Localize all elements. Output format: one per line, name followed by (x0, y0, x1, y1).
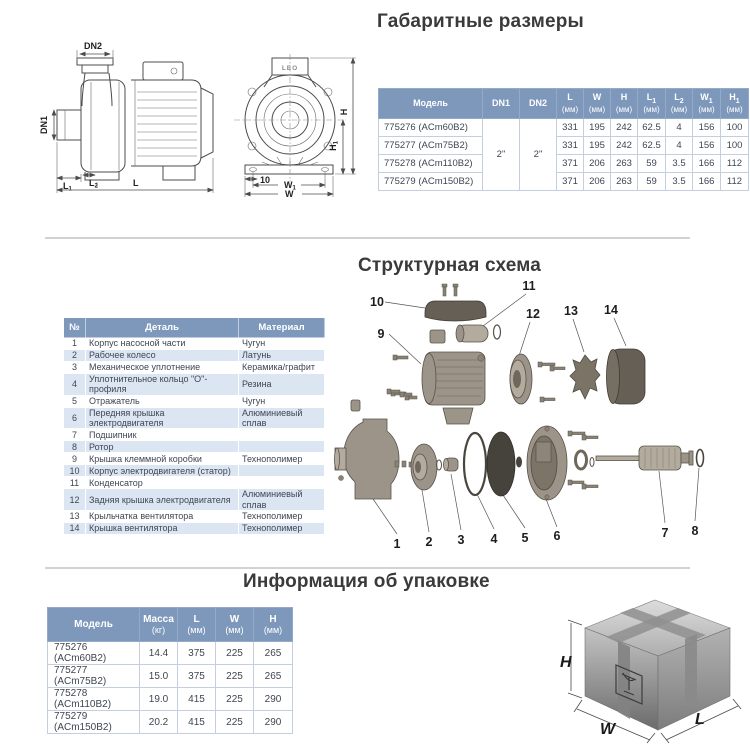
cell: 263 (611, 155, 638, 173)
cell: 59 (638, 173, 666, 191)
part-small-fasteners (395, 461, 412, 467)
callout-2: 2 (425, 535, 433, 549)
part-cell: Рабочее колесо (86, 350, 239, 362)
material-cell (239, 429, 325, 441)
num-cell: 4 (64, 374, 86, 396)
num-cell: 9 (64, 453, 86, 465)
material-cell: Резина (239, 374, 325, 396)
dim-col-dn1: DN1 (483, 89, 520, 119)
cell: 156 (693, 119, 721, 137)
pack-model-cell: 775279 (ACm150B2) (48, 711, 140, 734)
part-cell: Механическое уплотнение (86, 362, 239, 374)
cell: 263 (611, 173, 638, 191)
part-stator (391, 352, 485, 424)
num-cell: 5 (64, 395, 86, 407)
cell: 331 (557, 119, 584, 137)
cell: 265 (254, 665, 293, 688)
box-h-label: H (560, 654, 572, 671)
callout-6: 6 (553, 529, 561, 543)
l-dim-label: L (133, 178, 139, 188)
pack-col-model: Модель (48, 608, 140, 642)
carton-box (585, 600, 730, 730)
table-row (379, 155, 749, 173)
cell: 3.5 (666, 173, 693, 191)
dim-col-l1: $L_1$ (мм) (638, 89, 666, 119)
pack-col-l: L (мм) (178, 608, 216, 642)
callout-8: 8 (691, 524, 699, 538)
material-cell: Керамика/графит (239, 362, 325, 374)
dim-col-h: H (мм) (611, 89, 638, 119)
material-cell: Технополимер (239, 511, 325, 523)
cell: 242 (611, 137, 638, 155)
table-row (64, 429, 325, 441)
cell: 156 (693, 137, 721, 155)
dim-col-w: W (мм) (584, 89, 611, 119)
pack-model-cell: 775278 (ACm110B2) (48, 688, 140, 711)
part-rear-motor-cover (510, 354, 565, 404)
front-dimension-lines (245, 58, 356, 199)
cell: 112 (721, 173, 749, 191)
cell: 15.0 (140, 665, 178, 688)
pump-front-view-drawing (222, 32, 382, 212)
table-row (48, 642, 293, 665)
table-row (64, 489, 325, 511)
material-cell: Технополимер (239, 523, 325, 535)
pump-side-outline (57, 58, 213, 180)
callout-10: 10 (370, 295, 384, 309)
table-row (379, 173, 749, 191)
part-cell: Уплотнительное кольцо "О"- профиля (86, 374, 239, 396)
pump-side-view-drawing (25, 30, 220, 220)
callout-14: 14 (604, 303, 618, 317)
part-mechanical-seal (444, 458, 459, 471)
num-cell: 14 (64, 523, 86, 535)
l2-dim-label: L2 (89, 178, 98, 190)
pack-col-h: H (мм) (254, 608, 293, 642)
cell: 206 (584, 173, 611, 191)
part-terminal-block (430, 330, 445, 343)
material-cell (239, 477, 325, 489)
pack-col-mass: Масса (кг) (140, 608, 178, 642)
part-capacitor (456, 325, 501, 342)
callout-leader-lines (371, 294, 699, 534)
parts-header-row (64, 318, 325, 338)
pack-header-row (48, 608, 293, 642)
cell: 195 (584, 137, 611, 155)
cell: 195 (584, 119, 611, 137)
callout-12: 12 (526, 307, 540, 321)
packaging-box-drawing (558, 592, 750, 744)
pump-front-outline (234, 54, 346, 182)
pack-model-cell: 775277 (ACm75B2) (48, 665, 140, 688)
part-pump-casing (335, 389, 413, 499)
cell: 166 (693, 155, 721, 173)
table-row (48, 688, 293, 711)
callout-3: 3 (457, 533, 465, 547)
dim-col-model: Модель (379, 89, 483, 119)
part-cell: Крыльчатка вентилятора (86, 511, 239, 523)
num-cell: 8 (64, 441, 86, 453)
h-dim-label: H (339, 108, 349, 116)
table-row (48, 665, 293, 688)
part-rotor (596, 446, 693, 470)
part-cell: Подшипник (86, 429, 239, 441)
cell: 415 (178, 688, 216, 711)
cell: 4 (666, 137, 693, 155)
table-row (64, 523, 325, 535)
material-cell: Латунь (239, 350, 325, 362)
cell: 290 (254, 711, 293, 734)
dim-model-cell: 775276 (ACm60B2) (379, 119, 483, 137)
parts-table (63, 317, 325, 535)
callout-11: 11 (522, 279, 536, 293)
material-cell: Алюминиевый сплав (239, 407, 325, 429)
num-cell: 13 (64, 511, 86, 523)
pack-model-cell: 775276 (ACm60B2) (48, 642, 140, 665)
parts-col-num: № (64, 318, 86, 338)
table-row (64, 338, 325, 350)
table-row (64, 453, 325, 465)
offset-10-label: 10 (260, 175, 271, 185)
parts-col-part: Деталь (86, 318, 239, 338)
part-cell: Корпус электродвигателя (статор) (86, 465, 239, 477)
section-title-packaging: Информация об упаковке (243, 571, 490, 592)
table-row (64, 441, 325, 453)
brand-logo: LEO (281, 65, 299, 72)
cell: 100 (721, 137, 749, 155)
parts-col-material: Материал (239, 318, 325, 338)
num-cell: 10 (64, 465, 86, 477)
pack-col-w: W (мм) (216, 608, 254, 642)
dn2-label: DN2 (84, 41, 103, 51)
dim-header-row (379, 89, 749, 119)
num-cell: 11 (64, 477, 86, 489)
callout-4: 4 (490, 532, 498, 546)
l1-dim-label: L1 (63, 181, 72, 193)
material-cell (239, 465, 325, 477)
dim-model-cell: 775278 (ACm110B2) (379, 155, 483, 173)
cell: 14.4 (140, 642, 178, 665)
cell: 19.0 (140, 688, 178, 711)
section-divider (45, 567, 690, 569)
table-row (64, 395, 325, 407)
exploded-callouts (370, 279, 698, 551)
part-impeller (411, 444, 437, 490)
cell: 3.5 (666, 155, 693, 173)
num-cell: 3 (64, 362, 86, 374)
table-row (64, 350, 325, 362)
callout-7: 7 (661, 526, 669, 540)
cell: 225 (216, 711, 254, 734)
dim-col-dn2: DN2 (520, 89, 557, 119)
part-reflector (487, 432, 522, 496)
w1-dim-label: W1 (284, 180, 296, 192)
box-l-label: L (695, 711, 705, 728)
num-cell: 1 (64, 338, 86, 350)
dimensions-table (378, 88, 749, 191)
table-row (64, 511, 325, 523)
part-cell: Ротор (86, 441, 239, 453)
part-cell: Передняя крышка электродвигателя (86, 407, 239, 429)
part-terminal-box-cover (425, 284, 486, 321)
cell: 375 (178, 665, 216, 688)
dim-col-w1: $W_1$ (мм) (693, 89, 721, 119)
packaging-table (47, 607, 293, 734)
cell: 225 (216, 688, 254, 711)
material-cell: Технополимер (239, 453, 325, 465)
part-cell: Конденсатор (86, 477, 239, 489)
dim-model-cell: 775277 (ACm75B2) (379, 137, 483, 155)
cell: 59 (638, 155, 666, 173)
dim-col-l: L (мм) (557, 89, 584, 119)
part-cell: Задняя крышка электродвигателя (86, 489, 239, 511)
cell: 62.5 (638, 137, 666, 155)
table-row (379, 119, 749, 137)
part-cell: Крышка вентилятора (86, 523, 239, 535)
dn2-value-cell: 2" (520, 119, 557, 191)
cell: 415 (178, 711, 216, 734)
exploded-view-diagram (333, 272, 733, 564)
dim-model-cell: 775279 (ACm150B2) (379, 173, 483, 191)
cell: 290 (254, 688, 293, 711)
part-cell: Отражатель (86, 395, 239, 407)
section-divider (45, 237, 690, 239)
cell: 225 (216, 642, 254, 665)
box-w-label: W (600, 721, 616, 738)
table-row (64, 374, 325, 396)
num-cell: 7 (64, 429, 86, 441)
dn1-value-cell: 2" (483, 119, 520, 191)
dim-col-l2: $L_2$ (мм) (666, 89, 693, 119)
table-row (64, 477, 325, 489)
part-bearing (576, 451, 595, 469)
num-cell: 2 (64, 350, 86, 362)
part-o-ring (464, 433, 486, 495)
part-cell: Крышка клеммной коробки (86, 453, 239, 465)
h1-dim-label: H1 (328, 141, 340, 151)
cell: 4 (666, 119, 693, 137)
cell: 20.2 (140, 711, 178, 734)
cell: 331 (557, 137, 584, 155)
dim-col-h1: $H_1$ (мм) (721, 89, 749, 119)
table-row (64, 465, 325, 477)
cell: 206 (584, 155, 611, 173)
part-cell: Корпус насосной части (86, 338, 239, 350)
part-fan-cover (607, 349, 646, 404)
table-row (48, 711, 293, 734)
cell: 371 (557, 173, 584, 191)
num-cell: 12 (64, 489, 86, 511)
material-cell: Чугун (239, 395, 325, 407)
cell: 100 (721, 119, 749, 137)
cell: 112 (721, 155, 749, 173)
cell: 371 (557, 155, 584, 173)
cell: 225 (216, 665, 254, 688)
section-title-dimensions: Габаритные размеры (377, 11, 584, 32)
table-row (64, 362, 325, 374)
callout-9: 9 (377, 327, 385, 341)
cell: 265 (254, 642, 293, 665)
num-cell: 6 (64, 407, 86, 429)
callout-13: 13 (564, 304, 578, 318)
part-shaft-o-ring (697, 450, 704, 467)
part-front-motor-cover (527, 426, 567, 500)
callout-5: 5 (521, 531, 529, 545)
cell: 166 (693, 173, 721, 191)
cell: 62.5 (638, 119, 666, 137)
cell: 375 (178, 642, 216, 665)
table-row (64, 407, 325, 429)
dn1-label: DN1 (39, 115, 49, 135)
material-cell: Алюминиевый сплав (239, 489, 325, 511)
callout-1: 1 (393, 537, 401, 551)
section-title-structure: Структурная схема (358, 255, 542, 276)
material-cell (239, 441, 325, 453)
material-cell: Чугун (239, 338, 325, 350)
cell: 242 (611, 119, 638, 137)
part-fan-impeller (570, 355, 600, 399)
w-dim-label: W (285, 189, 294, 199)
table-row (379, 137, 749, 155)
